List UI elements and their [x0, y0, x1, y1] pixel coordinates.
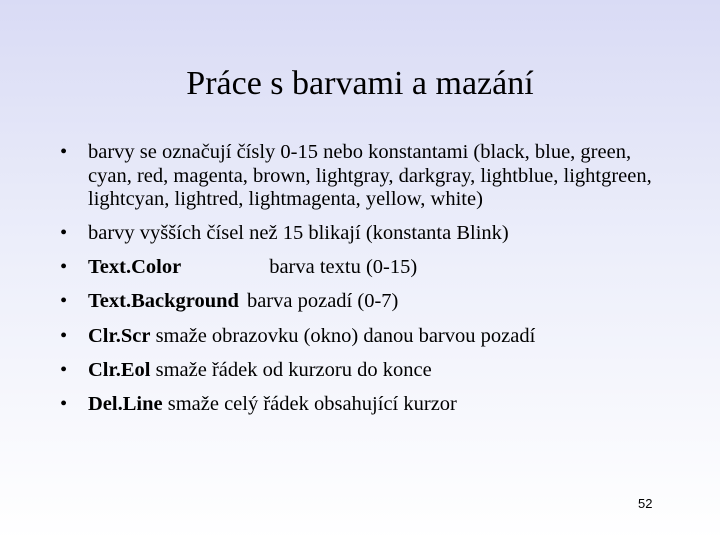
bullet-term: Clr.Eol: [88, 358, 151, 381]
bullet-item: [56, 256, 676, 280]
bullet-item: [56, 290, 676, 314]
page-number: 52: [638, 496, 653, 511]
bullet-term: Del.Line: [88, 392, 163, 415]
bullet-item: [56, 222, 676, 246]
bullet-desc: smaže řádek od kurzoru do konce: [155, 358, 432, 381]
bullet-item: [56, 393, 676, 417]
bullet-list: [56, 141, 676, 427]
bullet-text: barvy se označují čísly 0-15 nebo konstantami (black, blue, green, cyan, red, magenta, brown, lightgray, darkgray, lightblue, lightgreen, lightcyan, lightred, lightmagenta, yellow, white): [88, 141, 652, 211]
bullet-desc: smaže obrazovku (okno) danou barvou pozadí: [155, 324, 536, 347]
bullet-item: [56, 359, 676, 383]
bullet-item: [56, 141, 676, 212]
bullet-desc: barva pozadí (0-7): [246, 290, 399, 313]
bullet-item: [56, 325, 676, 349]
bullet-text: barvy vyšších čísel než 15 blikají (konstanta Blink): [88, 222, 509, 245]
bullet-desc: barva textu (0-15): [269, 256, 418, 279]
bullet-term: Clr.Scr: [88, 324, 151, 347]
bullet-term: Text.Color: [88, 256, 182, 279]
bullet-term: Text.Background: [88, 290, 239, 313]
bullet-desc: smaže celý řádek obsahující kurzor: [167, 392, 457, 415]
slide-title: Práce s barvami a mazání: [186, 65, 534, 102]
